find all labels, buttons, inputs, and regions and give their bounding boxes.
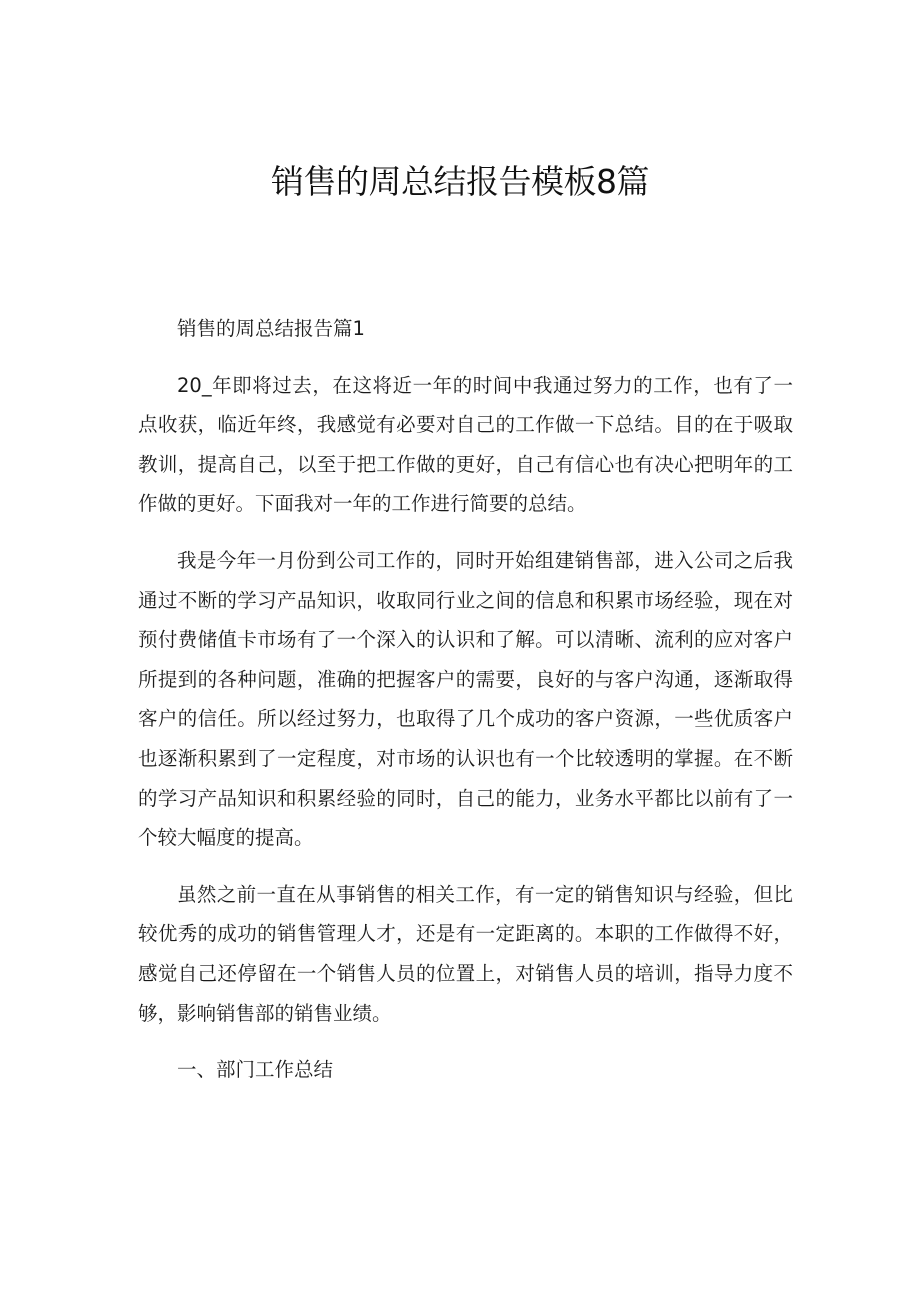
paragraph-1: 20_年即将过去，在这将近一年的时间中我通过努力的工作，也有了一点收获，临近年终，我感觉有必要对自己的工作做一下总结。目的在于吸取教训，提高自己，以至于把工作做的更好，自己有信心也有决心把明年的工作做的更好。下面我对一年的工作进行简要的总结。 (138, 373, 793, 516)
paragraph-2: 我是今年一月份到公司工作的，同时开始组建销售部，进入公司之后我通过不断的学习产品知识，收取同行业之间的信息和积累市场经验，现在对预付费储值卡市场有了一个深入的认识和了解。可以清晰、流利的应对客户所提到的各种问题，准确的把握客户的需要，良好的与客户沟通，逐渐取得客户的信任。所以经过努力，也取得了几个成功的客户资源，一些优质客户也逐渐积累到了一定程度，对市场的认识也有一个比较透明的掌握。在不断的学习产品知识和积累经验的同时，自己的能力，业务水平都比以前有了一个较大幅度的提高。 (138, 548, 793, 850)
document-body (138, 309, 793, 1107)
section-heading: 销售的周总结报告篇1 (177, 317, 365, 340)
subheading-department-summary: 一、部门工作总结 (177, 1058, 334, 1082)
document-title: 销售的周总结报告模板8篇 (271, 162, 649, 201)
paragraph-3: 虽然之前一直在从事销售的相关工作，有一定的销售知识与经验，但比较优秀的成功的销售管理人才，还是有一定距离的。本职的工作做得不好，感觉自己还停留在一个销售人员的位置上，对销售人员的培训，指导力度不够，影响销售部的销售业绩。 (138, 882, 793, 1025)
